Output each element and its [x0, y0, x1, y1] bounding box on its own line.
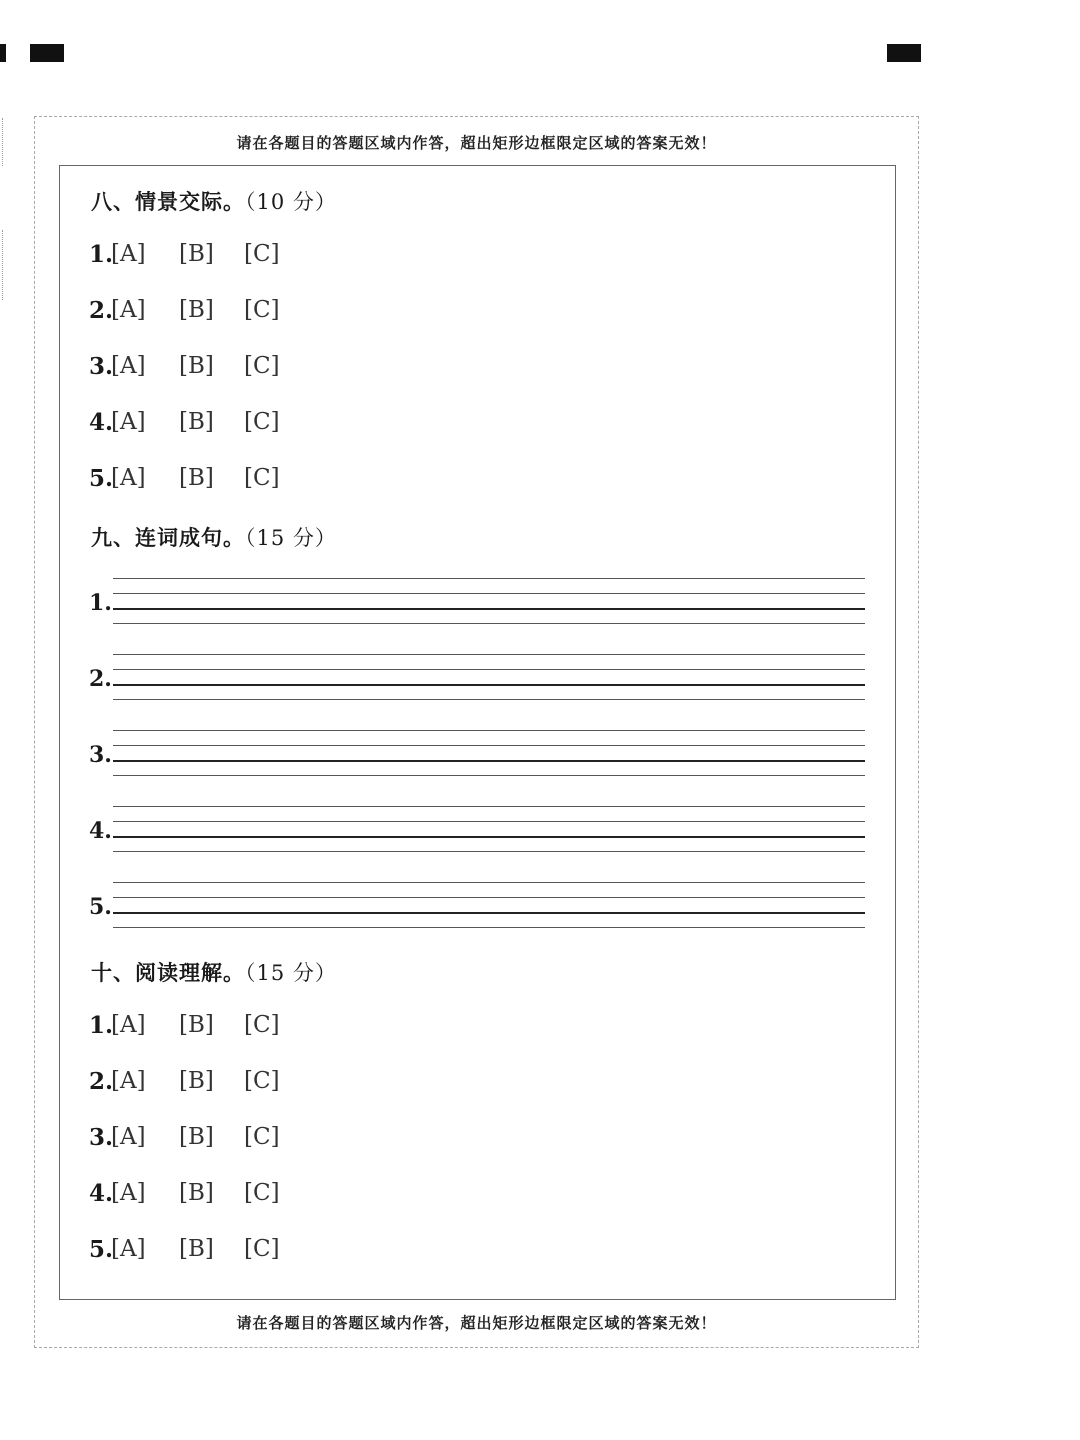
- writing-line: [113, 623, 865, 624]
- option-b-bubble[interactable]: [B]: [179, 409, 214, 435]
- option-b-bubble[interactable]: [B]: [179, 1012, 214, 1038]
- answer-sheet-frame: [34, 116, 919, 1348]
- option-a-bubble[interactable]: [A]: [111, 409, 146, 435]
- writing-line: [113, 593, 865, 594]
- writing-line: [113, 730, 865, 731]
- writing-row: [89, 578, 869, 628]
- writing-row: [89, 882, 869, 932]
- option-a-bubble[interactable]: [A]: [111, 353, 146, 379]
- option-c-bubble[interactable]: [C]: [244, 465, 280, 491]
- writing-line: [113, 882, 865, 883]
- option-b-bubble[interactable]: [B]: [179, 465, 214, 491]
- option-b-bubble[interactable]: [B]: [179, 297, 214, 323]
- writing-baseline: [113, 836, 865, 838]
- option-b-bubble[interactable]: [B]: [179, 1068, 214, 1094]
- option-b-bubble[interactable]: [B]: [179, 241, 214, 267]
- writing-line: [113, 654, 865, 655]
- question-number: 4.: [89, 1180, 114, 1207]
- option-b-bubble[interactable]: [B]: [179, 1124, 214, 1150]
- question-number: 5.: [89, 465, 114, 492]
- writing-line: [113, 578, 865, 579]
- writing-baseline: [113, 912, 865, 914]
- writing-row: [89, 806, 869, 856]
- question-number: 1.: [89, 590, 112, 616]
- question-number: 1.: [89, 241, 114, 268]
- question-number: 2.: [89, 1068, 114, 1095]
- option-a-bubble[interactable]: [A]: [111, 297, 146, 323]
- option-c-bubble[interactable]: [C]: [244, 1180, 280, 1206]
- writing-baseline: [113, 608, 865, 610]
- option-a-bubble[interactable]: [A]: [111, 1012, 146, 1038]
- notice-bottom: 请在各题目的答题区域内作答，超出矩形边框限定区域的答案无效！: [236, 1314, 717, 1332]
- writing-line: [113, 745, 865, 746]
- option-c-bubble[interactable]: [C]: [244, 353, 280, 379]
- writing-line: [113, 897, 865, 898]
- option-c-bubble[interactable]: [C]: [244, 1236, 280, 1262]
- writing-baseline: [113, 684, 865, 686]
- question-number: 1.: [89, 1012, 114, 1039]
- writing-line: [113, 775, 865, 776]
- option-c-bubble[interactable]: [C]: [244, 409, 280, 435]
- notice-top: 请在各题目的答题区域内作答，超出矩形边框限定区域的答案无效！: [236, 134, 717, 152]
- question-number: 2.: [89, 297, 114, 324]
- option-c-bubble[interactable]: [C]: [244, 1012, 280, 1038]
- option-c-bubble[interactable]: [C]: [244, 241, 280, 267]
- option-a-bubble[interactable]: [A]: [111, 1180, 146, 1206]
- question-number: 2.: [89, 666, 112, 692]
- question-number: 5.: [89, 1236, 114, 1263]
- writing-line: [113, 927, 865, 928]
- question-number: 4.: [89, 409, 114, 436]
- registration-mark-left: [30, 44, 64, 62]
- question-number: 4.: [89, 818, 112, 844]
- option-a-bubble[interactable]: [A]: [111, 1124, 146, 1150]
- writing-row: [89, 730, 869, 780]
- registration-mark-left-edge: [0, 44, 6, 62]
- writing-line: [113, 806, 865, 807]
- registration-mark-right: [887, 44, 921, 62]
- question-number: 3.: [89, 1124, 114, 1151]
- answer-area-box: [59, 165, 896, 1300]
- margin-tick: [2, 230, 4, 300]
- section-title-9: 九、连词成句。（15 分）: [91, 526, 337, 550]
- option-c-bubble[interactable]: [C]: [244, 1124, 280, 1150]
- writing-line: [113, 669, 865, 670]
- option-a-bubble[interactable]: [A]: [111, 241, 146, 267]
- writing-baseline: [113, 760, 865, 762]
- section-title-8: 八、情景交际。（10 分）: [91, 190, 337, 214]
- writing-line: [113, 821, 865, 822]
- option-c-bubble[interactable]: [C]: [244, 1068, 280, 1094]
- writing-line: [113, 699, 865, 700]
- question-number: 5.: [89, 894, 112, 920]
- option-b-bubble[interactable]: [B]: [179, 353, 214, 379]
- option-a-bubble[interactable]: [A]: [111, 1068, 146, 1094]
- option-a-bubble[interactable]: [A]: [111, 465, 146, 491]
- option-b-bubble[interactable]: [B]: [179, 1180, 214, 1206]
- writing-line: [113, 851, 865, 852]
- option-b-bubble[interactable]: [B]: [179, 1236, 214, 1262]
- section-title-10: 十、阅读理解。（15 分）: [91, 961, 337, 985]
- question-number: 3.: [89, 353, 114, 380]
- option-a-bubble[interactable]: [A]: [111, 1236, 146, 1262]
- writing-row: [89, 654, 869, 704]
- question-number: 3.: [89, 742, 112, 768]
- option-c-bubble[interactable]: [C]: [244, 297, 280, 323]
- margin-tick: [2, 118, 4, 166]
